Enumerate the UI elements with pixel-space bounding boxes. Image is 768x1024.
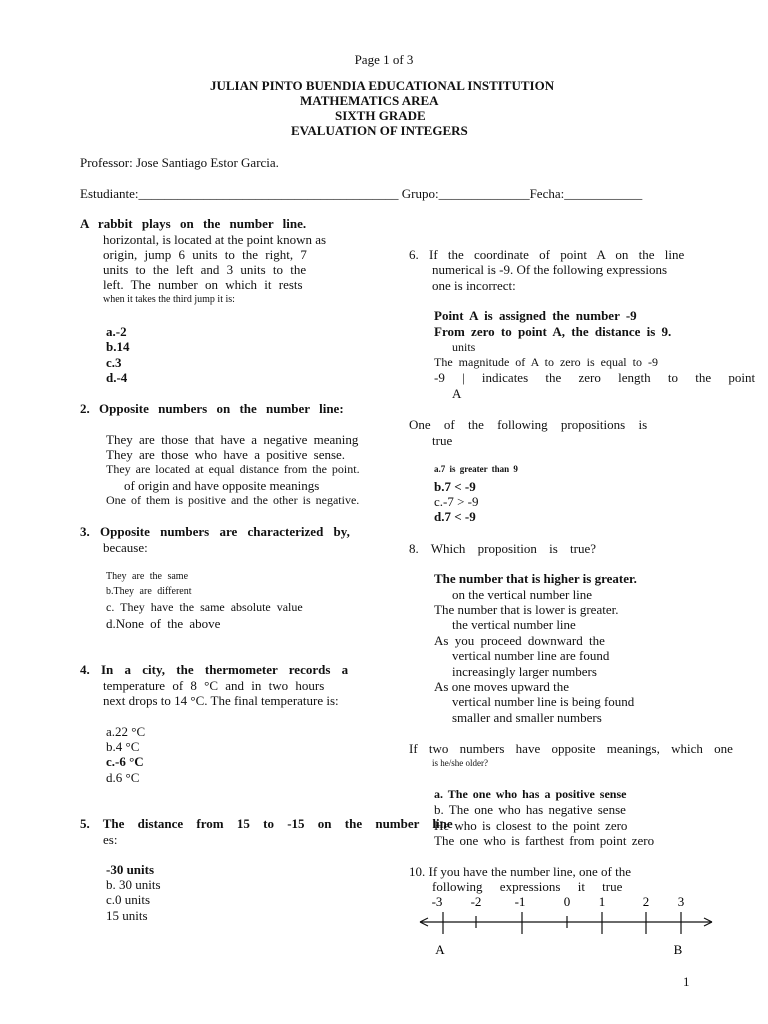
q5-option-c: c.0 units (106, 892, 151, 907)
q3-option-c: c. They have the same absolute value (106, 600, 303, 614)
q8-option-2-cont: the vertical number line (452, 617, 576, 632)
q6-option-3: The magnitude of A to zero is equal to -9 (434, 355, 658, 369)
q8-option-1: The number that is higher is greater. (434, 571, 637, 586)
number-line (410, 892, 720, 964)
q2-stem: 2. Opposite numbers on the number line: (80, 401, 344, 416)
school-name: JULIAN PINTO BUENDIA EDUCATIONAL INSTITUTION (210, 78, 555, 93)
q4-option-b: b.4 °C (106, 739, 140, 754)
q3-option-b: b.They are different (106, 586, 192, 597)
q3-sub: because: (103, 540, 148, 555)
q7-stem: One of the following propositions is (409, 417, 648, 432)
q4-option-d: d.6 °C (106, 770, 140, 785)
q8-option-1-cont: on the vertical number line (452, 587, 593, 602)
evaluation-title: EVALUATION OF INTEGERS (291, 123, 468, 138)
q5-stem: 5. The distance from 15 to -15 on the number line (80, 816, 453, 831)
q4-line: temperature of 8 °C and in two hours (103, 678, 325, 693)
q6-option-2-cont: units (452, 340, 476, 354)
q8-stem: 8. Which proposition is true? (409, 541, 597, 556)
point-b-label: B (673, 942, 683, 957)
q8-option-4-cont: vertical number line is being found (452, 694, 635, 709)
q2-option: They are those who have a positive sense. (106, 447, 346, 462)
tick-label: 2 (642, 894, 650, 909)
tick-label: 3 (677, 894, 685, 909)
q1-option-d: d.-4 (106, 370, 128, 385)
grade-name: SIXTH GRADE (335, 108, 426, 123)
q9-stem: If two numbers have opposite meanings, which one (409, 741, 733, 756)
q8-option-4-cont: smaller and smaller numbers (452, 710, 602, 725)
q6-option-2: From zero to point A, the distance is 9. (434, 324, 672, 339)
student-line: Estudiante:________________________________________ Grupo:______________Fecha:____________ (80, 186, 643, 201)
q2-option: They are located at equal distance from the point. (106, 462, 360, 476)
q8-option-3: As you proceed downward the (434, 633, 605, 648)
professor-line: Professor: Jose Santiago Estor Garcia. (80, 155, 279, 170)
q1-line: left. The number on which it rests (103, 277, 303, 292)
q7-option-c: c.-7 > -9 (434, 494, 479, 509)
q9-option-d: The one who is farthest from point zero (434, 833, 655, 848)
q1-option-b: b.14 (106, 339, 130, 354)
q4-option-a: a.22 °C (106, 724, 146, 739)
q8-option-4: As one moves upward the (434, 679, 570, 694)
q4-line: next drops to 14 °C. The final temperature is: (103, 693, 339, 708)
q3-option-d: d.None of the above (106, 616, 221, 631)
q5-option-b: b. 30 units (106, 877, 161, 892)
q7-option-d: d.7 < -9 (434, 509, 476, 524)
q6-stem: 6. If the coordinate of point A on the line (409, 247, 685, 262)
q1-stem: A rabbit plays on the number line. (80, 216, 307, 231)
q2-option: They are those that have a negative meaning (106, 432, 359, 447)
q6-option-4-cont: A (452, 386, 462, 401)
q1-option-a: a.-2 (106, 324, 127, 339)
q9-option-b: b. The one who has negative sense (434, 802, 626, 817)
point-a-label: A (435, 942, 445, 957)
q8-option-3-cont: vertical number line are found (452, 648, 610, 663)
tick-label: -2 (470, 894, 482, 909)
q1-small-line: when it takes the third jump it is: (103, 294, 235, 305)
q3-stem: 3. Opposite numbers are characterized by, (80, 524, 350, 539)
q9-small-line: is he/she older? (432, 758, 488, 768)
q1-line: horizontal, is located at the point known as (103, 232, 327, 247)
q6-line: one is incorrect: (432, 278, 516, 293)
q7-option-a: a.7 is greater than 9 (434, 464, 518, 474)
q4-option-c: c.-6 °C (106, 754, 144, 769)
area-name: MATHEMATICS AREA (300, 93, 439, 108)
tick-label: 1 (598, 894, 606, 909)
q1-option-c: c.3 (106, 355, 122, 370)
q6-line: numerical is -9. Of the following expressions (432, 262, 668, 277)
tick-labels (432, 894, 685, 909)
q2-option: One of them is positive and the other is negative. (106, 493, 360, 507)
q9-option-a: a. The one who has a positive sense (434, 787, 627, 801)
q1-line: origin, jump 6 units to the right, 7 (103, 247, 307, 262)
q6-option-1: Point A is assigned the number -9 (434, 308, 637, 323)
q10-sub: following expressions it true (432, 879, 623, 894)
q4-stem: 4. In a city, the thermometer records a (80, 662, 349, 677)
q2-option: of origin and have opposite meanings (124, 478, 320, 493)
tick-label: -3 (431, 894, 443, 909)
q7-option-b: b.7 < -9 (434, 479, 476, 494)
q5-option-d: 15 units (106, 908, 148, 923)
q8-option-3-cont: increasingly larger numbers (452, 664, 597, 679)
tick-label: -1 (514, 894, 526, 909)
q3-option-a: They are the same (106, 571, 189, 582)
q5-option-a: -30 units (106, 862, 155, 877)
page-number: 1 (683, 974, 690, 989)
q6-option-4: -9 | indicates the zero length to the point (434, 370, 756, 385)
q10-stem: 10. If you have the number line, one of the (409, 864, 632, 879)
q8-option-2: The number that is lower is greater. (434, 602, 619, 617)
tick-label: 0 (563, 894, 571, 909)
q9-option-c: He who is closest to the point zero (434, 818, 628, 833)
q7-sub: true (432, 433, 453, 448)
page-label: Page 1 of 3 (354, 52, 414, 67)
q1-line: units to the left and 3 units to the (103, 262, 307, 277)
q5-sub: es: (103, 832, 118, 847)
